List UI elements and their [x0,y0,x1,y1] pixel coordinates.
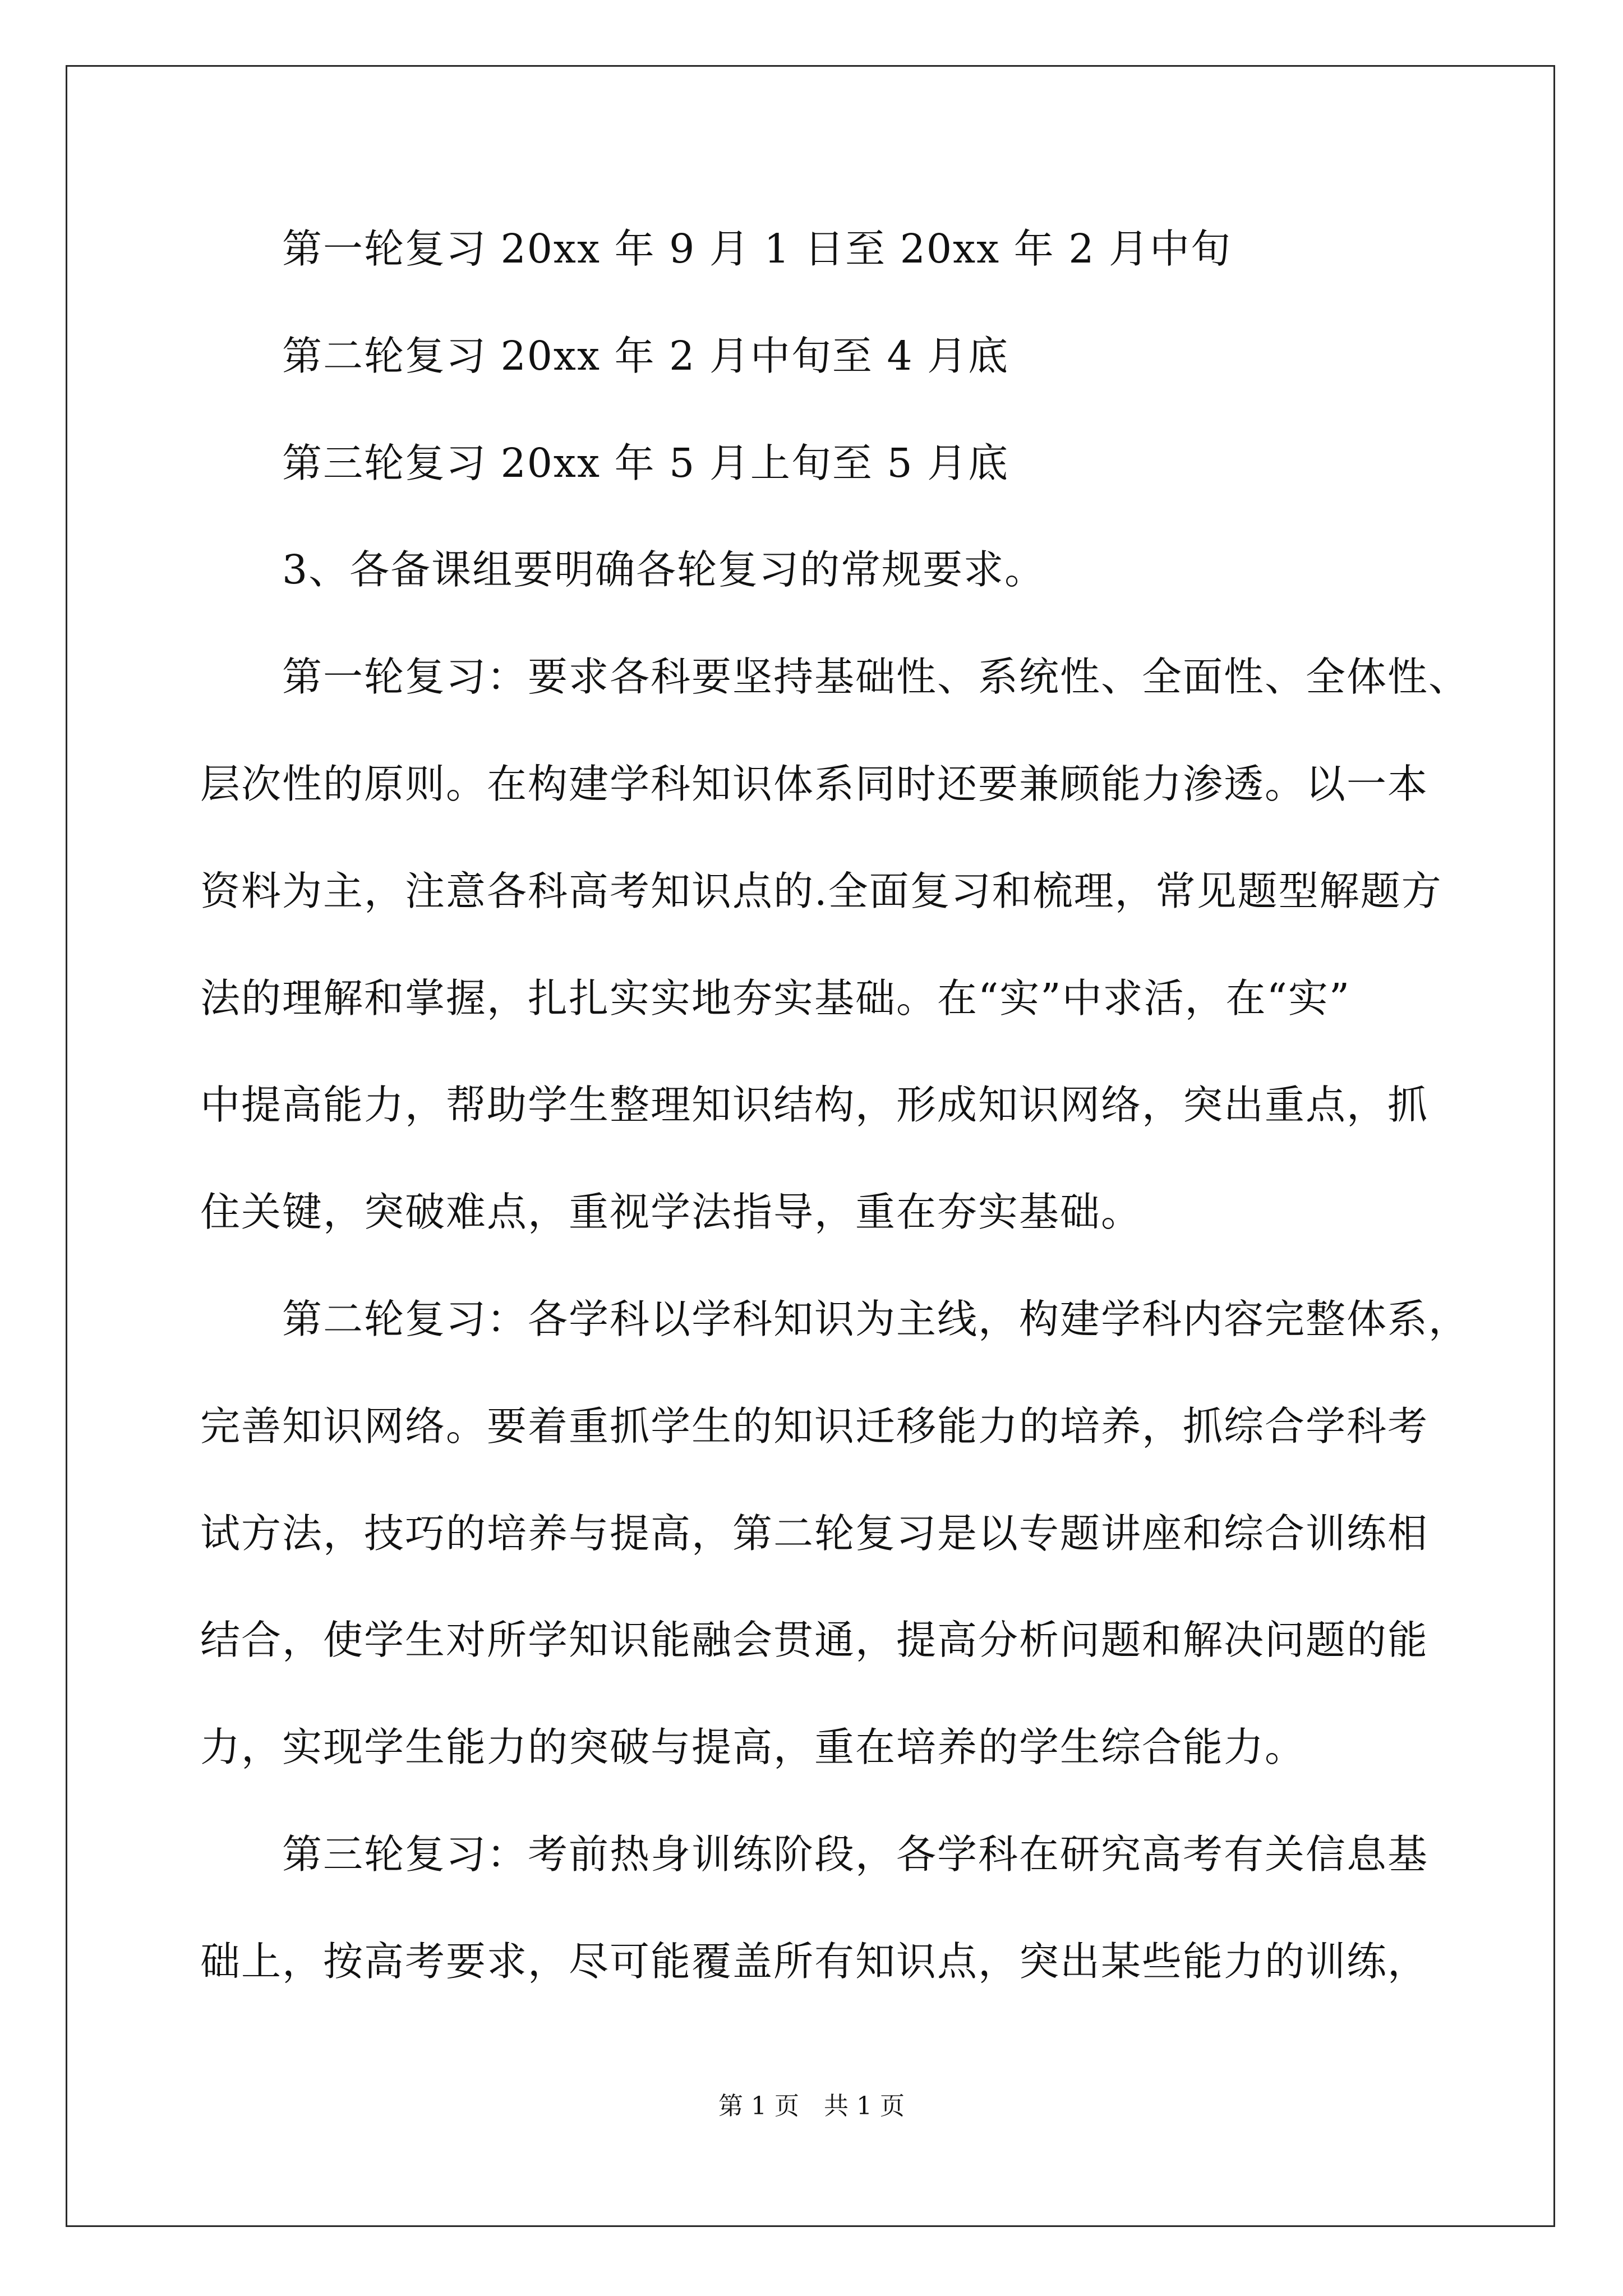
text-line: 力，实现学生能力的突破与提高，重在培养的学生综合能力。 [200,1724,1306,1770]
page-footer: 第 1 页 共 1 页 [718,2092,905,2120]
text-line: 第一轮复习：要求各科要坚持基础性、系统性、全面性、全体性、 [282,654,1470,700]
text-line: 第二轮复习：各学科以学科知识为主线，构建学科内容完整体系， [282,1296,1470,1342]
text-line: 完善知识网络。要着重抓学生的知识迁移能力的培养，抓综合学科考 [200,1403,1429,1450]
text-line: 层次性的原则。在构建学科知识体系同时还要兼顾能力渗透。以一本 [200,761,1429,807]
text-line: 础上，按高考要求，尽可能覆盖所有知识点，突出某些能力的训练， [200,1938,1429,1985]
text-line: 住关键，突破难点，重视学法指导，重在夯实基础。 [200,1189,1142,1235]
text-line: 第一轮复习 20xx 年 9 月 1 日至 20xx 年 2 月中旬 [282,226,1232,272]
section-heading: 3、各备课组要明确各轮复习的常规要求。 [282,546,1046,593]
page-border [66,65,1555,2227]
text-line: 试方法，技巧的培养与提高，第二轮复习是以专题讲座和综合训练相 [200,1510,1429,1557]
text-line: 资料为主，注意各科高考知识点的.全面复习和梳理，常见题型解题方 [200,868,1442,914]
text-line: 第三轮复习：考前热身训练阶段，各学科在研究高考有关信息基 [282,1831,1429,1878]
text-line: 结合，使学生对所学知识能融会贯通，提高分析问题和解决问题的能 [200,1617,1429,1663]
text-line: 第二轮复习 20xx 年 2 月中旬至 4 月底 [282,333,1009,379]
text-line: 法的理解和掌握，扎扎实实地夯实基础。在“实”中求活，在“实” [200,975,1351,1022]
text-line: 中提高能力，帮助学生整理知识结构，形成知识网络，突出重点，抓 [200,1082,1429,1128]
text-line: 第三轮复习 20xx 年 5 月上旬至 5 月底 [282,440,1009,486]
